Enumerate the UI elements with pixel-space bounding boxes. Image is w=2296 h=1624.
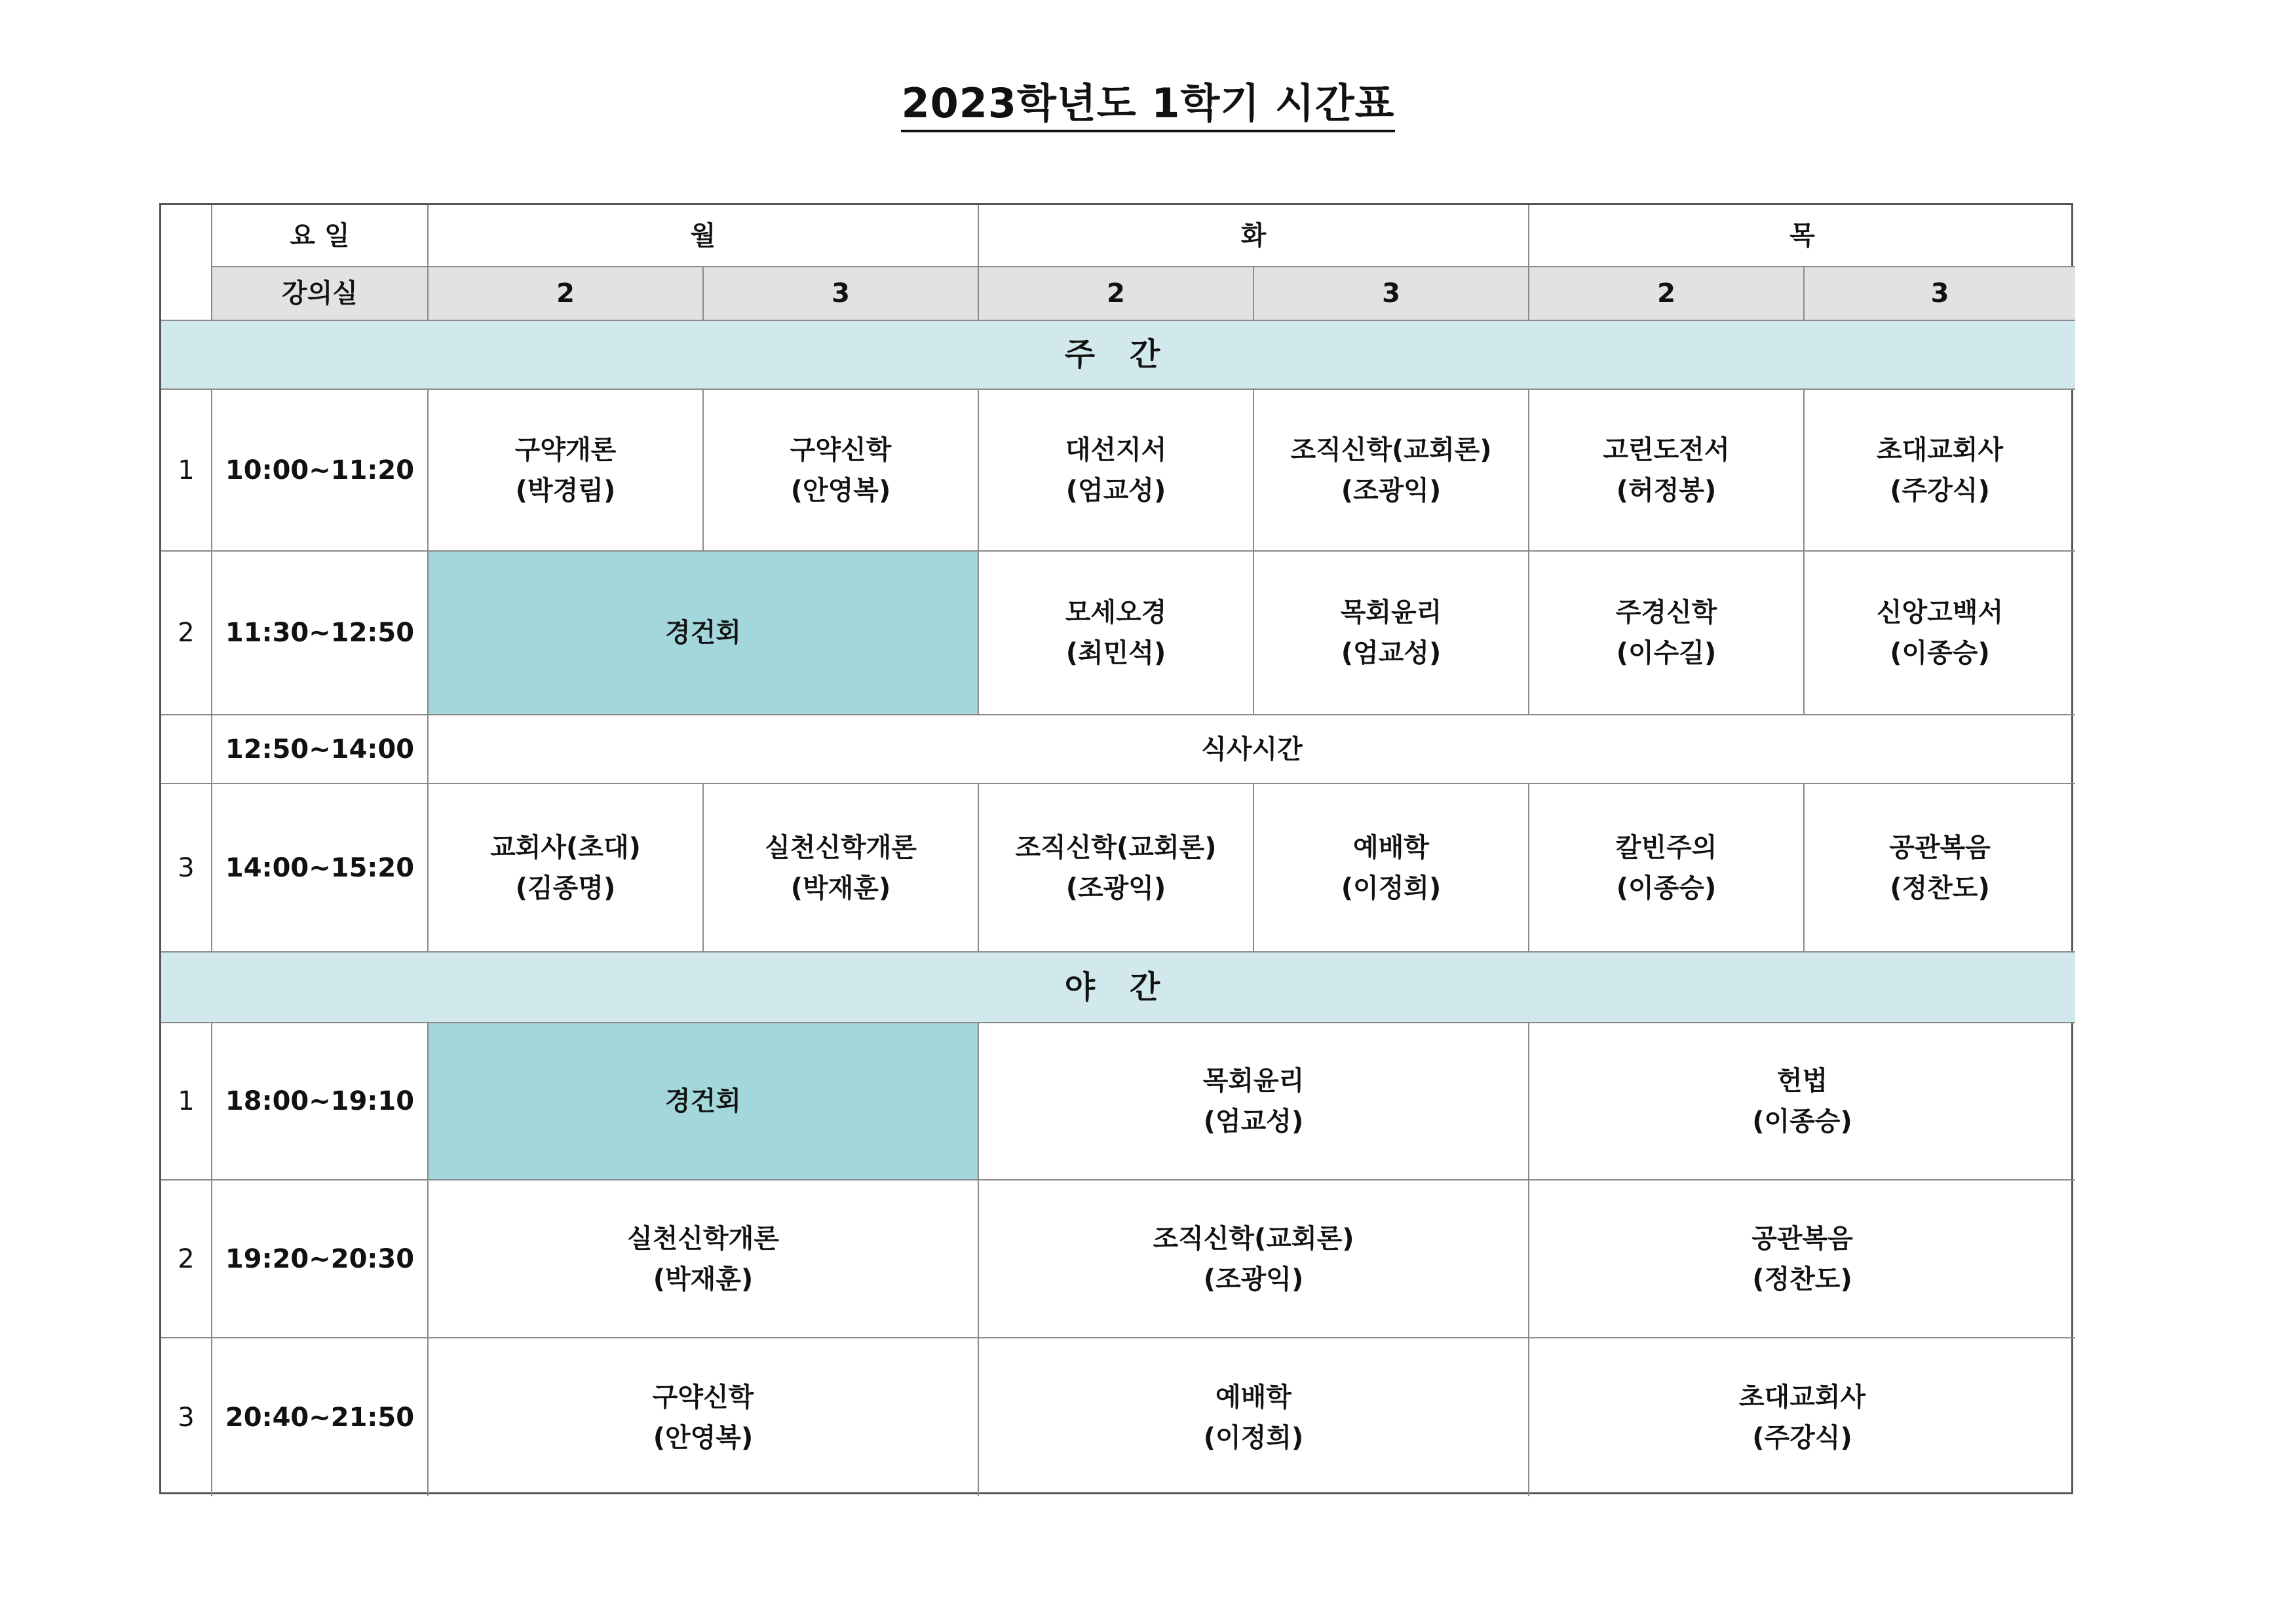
class-cell: 교회사(초대) (김종명) bbox=[429, 784, 704, 953]
class-cell: 실천신학개론 (박재훈) bbox=[704, 784, 979, 953]
period-time: 12:50~14:00 bbox=[212, 715, 429, 784]
class-cell: 초대교회사 (주강식) bbox=[1805, 390, 2075, 552]
room-number: 3 bbox=[1254, 267, 1529, 321]
room-number: 2 bbox=[429, 267, 704, 321]
lunch-cell: 식사시간 bbox=[429, 715, 2075, 784]
period-number: 1 bbox=[161, 390, 212, 552]
period-number: 1 bbox=[161, 1023, 212, 1180]
class-cell: 헌법 (이종승) bbox=[1529, 1023, 2075, 1180]
class-cell: 신앙고백서 (이종승) bbox=[1805, 552, 2075, 715]
devotion-cell: 경건회 bbox=[429, 1023, 979, 1180]
period-time: 10:00~11:20 bbox=[212, 390, 429, 552]
class-cell: 조직신학(교회론) (조광익) bbox=[979, 784, 1254, 953]
period-number: 3 bbox=[161, 1338, 212, 1496]
class-cell: 조직신학(교회론) (조광익) bbox=[1254, 390, 1529, 552]
night-section-banner: 야 간 bbox=[161, 953, 2075, 1023]
class-cell: 예배학 (이정희) bbox=[979, 1338, 1529, 1496]
class-cell: 대선지서 (엄교성) bbox=[979, 390, 1254, 552]
class-cell: 구약개론 (박경림) bbox=[429, 390, 704, 552]
class-cell: 공관복음 (정찬도) bbox=[1805, 784, 2075, 953]
period-number: 3 bbox=[161, 784, 212, 953]
class-cell: 공관복음 (정찬도) bbox=[1529, 1180, 2075, 1338]
day-header-mon: 월 bbox=[429, 205, 979, 267]
class-cell: 초대교회사 (주강식) bbox=[1738, 1382, 1866, 1453]
page-title: 2023학년도 1학기 시간표 bbox=[0, 71, 2296, 129]
period-time: 11:30~12:50 bbox=[212, 552, 429, 715]
room-number: 3 bbox=[1805, 267, 2075, 321]
period-time: 19:20~20:30 bbox=[212, 1180, 429, 1338]
class-cell: 모세오경 (최민석) bbox=[979, 552, 1254, 715]
day-header-tue: 화 bbox=[979, 205, 1529, 267]
day-section-banner: 주 간 bbox=[161, 321, 2075, 390]
class-cell: 고린도전서 (허정봉) bbox=[1529, 390, 1805, 552]
class-cell: 목회윤리 (엄교성) bbox=[979, 1023, 1529, 1180]
day-label: 요 일 bbox=[212, 205, 429, 267]
class-cell: 목회윤리 (엄교성) bbox=[1254, 552, 1529, 715]
day-header-thu: 목 bbox=[1529, 205, 2075, 267]
class-cell: 조직신학(교회론) (조광익) bbox=[979, 1180, 1529, 1338]
timetable bbox=[159, 203, 2073, 1494]
period-time: 18:00~19:10 bbox=[212, 1023, 429, 1180]
room-number: 2 bbox=[1529, 267, 1805, 321]
class-cell: 주경신학 (이수길) bbox=[1529, 552, 1805, 715]
room-label: 강의실 bbox=[212, 267, 429, 321]
room-number: 2 bbox=[979, 267, 1254, 321]
period-number: 2 bbox=[161, 552, 212, 715]
class-cell: 칼빈주의 (이종승) bbox=[1529, 784, 1805, 953]
corner-cell bbox=[161, 205, 212, 321]
period-time: 20:40~21:50 bbox=[212, 1338, 429, 1496]
devotion-cell: 경건회 bbox=[429, 552, 979, 715]
class-cell: 구약신학 (안영복) bbox=[704, 390, 979, 552]
period-number: 2 bbox=[161, 1180, 212, 1338]
period-number bbox=[161, 715, 212, 784]
class-cell: 실천신학개론 (박재훈) bbox=[429, 1180, 979, 1338]
class-cell: 예배학 (이정희) bbox=[1254, 784, 1529, 953]
class-cell: 구약신학 (안영복) bbox=[429, 1338, 979, 1496]
period-time: 14:00~15:20 bbox=[212, 784, 429, 953]
room-number: 3 bbox=[704, 267, 979, 321]
